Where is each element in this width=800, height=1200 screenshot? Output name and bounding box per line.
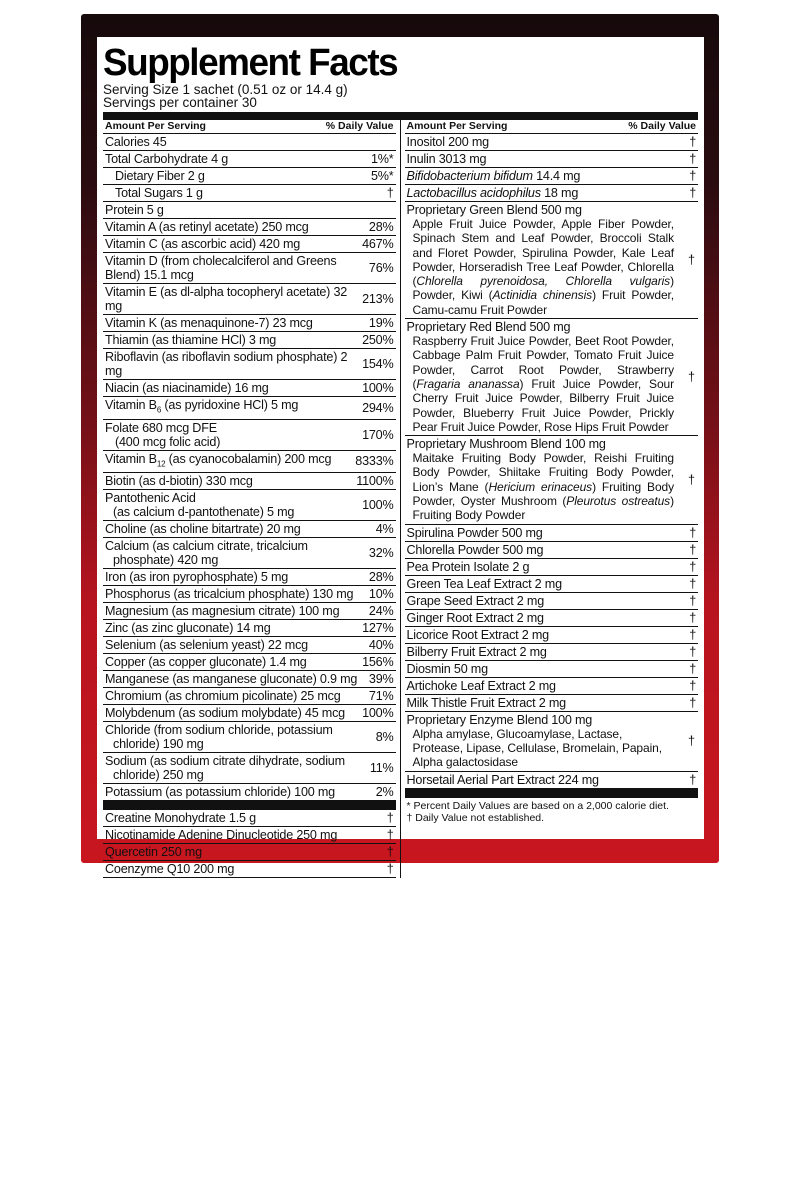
nutrient-name: Artichoke Leaf Extract 2 mg	[406, 678, 556, 693]
nutrient-name: Creatine Monohydrate 1.5 g	[105, 811, 256, 826]
daily-value: 8333%	[355, 454, 394, 469]
daily-value: †	[687, 253, 695, 268]
nutrient-row	[405, 576, 699, 593]
nutrient-row	[103, 420, 396, 451]
left-column	[103, 120, 401, 878]
daily-value: †	[386, 828, 394, 843]
amount-per-serving-header: Amount Per Serving	[105, 120, 206, 132]
daily-value: †	[689, 169, 696, 183]
header-bar	[103, 112, 698, 120]
daily-value-header: % Daily Value	[628, 120, 696, 132]
nutrient-name: Coenzyme Q10 200 mg	[105, 862, 235, 877]
nutrient-row	[103, 810, 396, 827]
nutrient-row	[103, 473, 396, 490]
right-column	[401, 120, 699, 878]
daily-value: 100%	[362, 381, 394, 395]
nutrient-row	[405, 644, 699, 661]
daily-value: 1%*	[370, 152, 394, 166]
daily-value: 5%*	[370, 169, 394, 183]
nutrient-name: Licorice Root Extract 2 mg	[406, 627, 549, 642]
nutrient-row	[103, 620, 396, 637]
nutrient-name: Spirulina Powder 500 mg	[406, 525, 543, 540]
daily-value: †	[386, 845, 394, 860]
daily-value: †	[689, 576, 696, 591]
daily-value: 467%	[362, 237, 394, 251]
nutrient-row	[405, 627, 699, 644]
nutrient-row	[405, 593, 699, 610]
mushroom-blend-row	[405, 436, 699, 524]
daily-value: †	[386, 862, 394, 877]
nutrient-name: Vitamin E (as dl-alpha tocopheryl acetate) 32 mg	[105, 285, 348, 313]
daily-value: †	[689, 644, 696, 659]
nutrient-row	[103, 253, 396, 284]
nutrient-row	[103, 284, 396, 315]
nutrient-name: Chromium (as chromium picolinate) 25 mcg	[105, 689, 341, 704]
nutrient-name: Copper (as copper gluconate) 1.4 mg	[105, 655, 307, 670]
facts-columns	[103, 120, 698, 878]
blend-title: Proprietary Mushroom Blend 100 mg	[406, 437, 606, 452]
nutrient-row	[103, 236, 396, 253]
nutrient-row	[103, 586, 396, 603]
nutrient-name: Choline (as choline bitartrate) 20 mg	[105, 522, 301, 537]
nutrient-row	[103, 688, 396, 705]
nutrient-row	[405, 525, 699, 542]
daily-value: †	[689, 661, 696, 676]
daily-value: 294%	[362, 400, 394, 415]
nutrient-row	[405, 661, 699, 678]
nutrient-row	[103, 380, 396, 397]
nutrient-name: Calories 45	[105, 135, 167, 149]
nutrient-name: Selenium (as selenium yeast) 22 mcg	[105, 638, 308, 653]
column-header	[405, 120, 699, 134]
daily-value: †	[689, 186, 696, 200]
nutrient-name: Iron (as iron pyrophosphate) 5 mg	[105, 570, 289, 585]
nutrient-name: Potassium (as potassium chloride) 100 mg	[105, 785, 335, 800]
daily-value: 28%	[368, 220, 394, 234]
nutrient-row	[103, 671, 396, 688]
nutrient-row	[405, 151, 699, 168]
footnote-not-established: † Daily Value not established.	[406, 812, 545, 825]
nutrient-name: Horsetail Aerial Part Extract 224 mg	[406, 772, 599, 787]
nutrient-name: Pantothenic Acid (as calcium d-pantothenate) 5 mg	[105, 491, 295, 520]
daily-value: †	[689, 542, 696, 557]
daily-value: †	[689, 772, 696, 787]
nutrient-row	[103, 861, 396, 878]
nutrient-name: Total Carbohydrate 4 g	[105, 152, 229, 166]
label-title: Supplement Facts	[103, 42, 398, 84]
daily-value: †	[687, 472, 695, 487]
nutrient-name: Vitamin $B_{12}$ (as cyanocobalamin) 200 mcg	[105, 451, 332, 469]
daily-value: 71%	[368, 689, 394, 704]
daily-value: 8%	[375, 730, 394, 745]
nutrient-row	[405, 168, 699, 185]
nutrient-name: Dietary Fiber 2 g	[115, 169, 205, 183]
blend-title: Proprietary Enzyme Blend 100 mg	[406, 712, 593, 727]
nutrient-name: Lactobacillus acidophilus 18 mg	[406, 186, 579, 200]
nutrient-name: Pea Protein Isolate 2 g	[406, 559, 530, 574]
daily-value: †	[689, 152, 696, 166]
daily-value: 170%	[362, 427, 394, 442]
nutrient-row	[405, 559, 699, 576]
daily-value: 213%	[362, 292, 394, 306]
daily-value: 28%	[368, 570, 394, 585]
nutrient-row	[103, 219, 396, 236]
daily-value: †	[689, 135, 696, 149]
daily-value: †	[386, 811, 394, 826]
nutrient-name: Sodium (as sodium citrate dihydrate, sodium chloride) 250 mg	[105, 754, 345, 783]
section-divider-bar	[103, 801, 396, 810]
blend-title: Proprietary Green Blend 500 mg	[406, 203, 582, 217]
supplement-facts-panel	[97, 37, 704, 877]
nutrient-row	[103, 185, 396, 202]
nutrient-row	[103, 827, 396, 844]
nutrient-name: Riboflavin (as riboflavin sodium phosphate) 2 mg	[105, 350, 348, 378]
nutrient-row	[103, 168, 396, 185]
nutrient-row	[103, 349, 396, 380]
daily-value: 10%	[368, 587, 394, 602]
daily-value: 250%	[362, 333, 394, 347]
daily-value: 100%	[362, 706, 394, 721]
nutrient-row	[405, 678, 699, 695]
daily-value: †	[689, 695, 696, 710]
nutrient-row	[103, 538, 396, 569]
nutrient-name: Biotin (as d-biotin) 330 mcg	[105, 474, 253, 489]
nutrient-row	[103, 397, 396, 420]
daily-value: †	[689, 559, 696, 574]
nutrient-name: Vitamin $B_6$ (as pyridoxine HCl) 5 mg	[105, 398, 299, 415]
nutrient-row	[103, 722, 396, 753]
nutrient-row	[405, 542, 699, 559]
daily-value: 11%	[369, 761, 394, 776]
nutrient-row	[103, 315, 396, 332]
footnote-divider-bar	[405, 789, 699, 798]
nutrient-row	[103, 637, 396, 654]
nutrient-name: Thiamin (as thiamine HCl) 3 mg	[105, 333, 277, 347]
nutrient-name: Green Tea Leaf Extract 2 mg	[406, 576, 562, 591]
daily-value: 40%	[368, 638, 394, 653]
nutrient-name: Protein 5 g	[105, 203, 164, 217]
blend-title: Proprietary Red Blend 500 mg	[406, 320, 571, 335]
daily-value: 19%	[368, 316, 394, 330]
nutrient-name: Vitamin D (from cholecalciferol and Greens Blend) 15.1 mcg	[105, 254, 337, 282]
daily-value: †	[689, 627, 696, 642]
nutrient-row	[405, 772, 699, 789]
blend-ingredients: Apple Fruit Juice Powder, Apple Fiber Powder, Spinach Stem and Leaf Powder, Broccoli Stalk and Floret Powder, Spirulina Powder, Kale Leaf Powder, Horseradish Tree Leaf Powder, Chlorella (Chlorella pyrenoidosa, Chlorella vulgaris) Powder, Kiwi (Actinidia chinensis) Fruit Powder, Camu-camu Fruit Powder	[412, 217, 674, 317]
nutrient-row	[405, 134, 699, 151]
daily-value: †	[689, 593, 696, 608]
nutrient-row	[103, 451, 396, 474]
daily-value: †	[689, 678, 696, 693]
daily-value: 39%	[368, 672, 394, 687]
nutrient-name: Bifidobacterium bifidum 14.4 mg	[406, 169, 581, 183]
nutrient-name: Milk Thistle Fruit Extract 2 mg	[406, 695, 566, 710]
nutrient-row	[103, 654, 396, 671]
nutrient-name: Vitamin K (as menaquinone-7) 23 mcg	[105, 316, 313, 330]
daily-value: 76%	[368, 261, 394, 275]
nutrient-name: Calcium (as calcium citrate, tricalcium phosphate) 420 mg	[105, 539, 308, 568]
nutrient-row	[103, 202, 396, 219]
servings-per-container: Servings per container 30	[103, 95, 257, 110]
daily-value-header: % Daily Value	[325, 120, 394, 132]
nutrient-name: Diosmin 50 mg	[406, 661, 488, 676]
nutrient-name: Chloride (from sodium chloride, potassium chloride) 190 mg	[105, 723, 333, 752]
nutrient-row	[103, 151, 396, 168]
nutrient-row	[103, 705, 396, 722]
nutrient-name: Inulin 3013 mg	[406, 152, 487, 166]
daily-value: 127%	[362, 621, 394, 636]
nutrient-row	[405, 610, 699, 627]
enzyme-blend-row	[405, 712, 699, 772]
footnote-daily-value: * Percent Daily Values are based on a 2,000 calorie diet.	[406, 799, 669, 812]
nutrient-row	[103, 844, 396, 861]
daily-value: 100%	[362, 498, 394, 513]
nutrient-name: Vitamin A (as retinyl acetate) 250 mcg	[105, 220, 309, 234]
daily-value: 154%	[362, 357, 394, 371]
daily-value: †	[386, 186, 394, 200]
nutrient-name: Quercetin 250 mg	[105, 845, 202, 860]
nutrient-row	[103, 569, 396, 586]
serving-size: Serving Size 1 sachet (0.51 oz or 14.4 g)	[103, 82, 348, 97]
nutrient-name: Niacin (as niacinamide) 16 mg	[105, 381, 269, 395]
nutrient-name: Chlorella Powder 500 mg	[406, 542, 544, 557]
blend-ingredients: Maitake Fruiting Body Powder, Reishi Fruiting Body Powder, Shiitake Fruiting Body Powder, Lion’s Mane (Hericium erinaceus) Fruiting Body Powder, Oyster Mushroom (Pleurotus ostreatus) Fruiting Body Powder	[412, 451, 675, 523]
amount-per-serving-header: Amount Per Serving	[406, 120, 508, 132]
nutrient-name: Manganese (as manganese gluconate) 0.9 mg	[105, 672, 358, 687]
nutrient-name: Grape Seed Extract 2 mg	[406, 593, 544, 608]
nutrient-row	[405, 695, 699, 712]
nutrient-name: Folate 680 mcg DFE (400 mcg folic acid)	[105, 420, 221, 449]
footnotes	[405, 798, 699, 827]
daily-value: †	[687, 734, 695, 749]
blend-ingredients: Raspberry Fruit Juice Powder, Beet Root Powder, Cabbage Palm Fruit Powder, Tomato Fruit Juice Powder, Carrot Root Powder, Strawberry (Fragaria ananassa) Fruit Juice Powder, Sour Cherry Fruit Juice Powder, Bilberry Fruit Juice Powder, Blueberry Fruit Juice Powder, Prickly Pear Fruit Juice Powder, Rose Hips Fruit Powder	[412, 334, 674, 434]
daily-value: 1100%	[356, 474, 394, 489]
nutrient-name: Bilberry Fruit Extract 2 mg	[406, 644, 547, 659]
nutrient-row	[103, 521, 396, 538]
red-blend-row	[405, 319, 699, 436]
daily-value: 24%	[368, 604, 394, 619]
nutrient-name: Ginger Root Extract 2 mg	[406, 610, 544, 625]
daily-value: †	[689, 610, 696, 625]
nutrient-name: Nicotinamide Adenine Dinucleotide 250 mg	[105, 828, 338, 843]
nutrient-name: Zinc (as zinc gluconate) 14 mg	[105, 621, 271, 636]
nutrient-name: Phosphorus (as tricalcium phosphate) 130 mg	[105, 587, 354, 602]
nutrient-name: Total Sugars 1 g	[115, 186, 203, 200]
daily-value: 32%	[368, 546, 394, 561]
daily-value: 2%	[375, 785, 394, 800]
nutrient-row	[103, 784, 396, 801]
daily-value: †	[687, 370, 695, 385]
nutrient-name: Inositol 200 mg	[406, 135, 489, 149]
nutrient-name: Vitamin C (as ascorbic acid) 420 mg	[105, 237, 301, 251]
daily-value: 4%	[375, 522, 394, 537]
column-header	[103, 120, 396, 134]
nutrient-row	[103, 753, 396, 784]
daily-value: 156%	[362, 655, 394, 670]
nutrient-row	[103, 490, 396, 521]
nutrient-name: Molybdenum (as sodium molybdate) 45 mcg	[105, 706, 345, 721]
blend-ingredients: Alpha amylase, Glucoamylase, Lactase, Protease, Lipase, Cellulase, Bromelain, Papain, Alpha galactosidase	[412, 726, 662, 770]
nutrient-row	[405, 185, 699, 202]
nutrient-name: Magnesium (as magnesium citrate) 100 mg	[105, 604, 340, 619]
daily-value: †	[689, 525, 696, 540]
green-blend-row	[405, 202, 699, 319]
nutrient-row	[103, 603, 396, 620]
nutrient-row	[103, 134, 396, 151]
nutrient-row	[103, 332, 396, 349]
